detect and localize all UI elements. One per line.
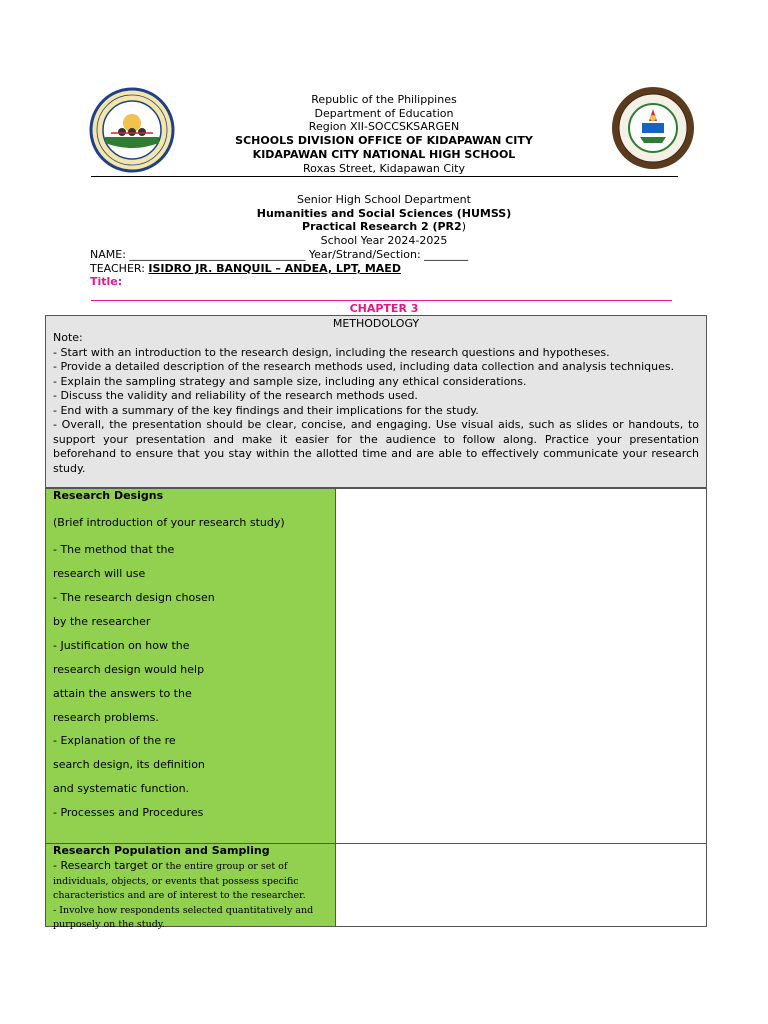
- header-divider: [91, 176, 678, 177]
- research-designs-row: [45, 488, 707, 844]
- header-republic: Republic of the Philippines: [311, 93, 457, 106]
- header-address: Roxas Street, Kidapawan City: [303, 161, 465, 175]
- research-designs-title: Research Designs: [53, 489, 164, 502]
- school-header: [0, 93, 768, 175]
- prompt-line: research problems.: [53, 711, 159, 724]
- methodology-heading: METHODOLOGY: [332, 317, 420, 330]
- subject-name: Practical Research 2 (PR2: [302, 220, 462, 234]
- school-year-line: School Year 2024-2025: [320, 234, 448, 248]
- prompt-line: - The research design chosen: [53, 591, 215, 604]
- prompt-line: - The method that the: [53, 543, 175, 556]
- subject-tail: ): [461, 220, 466, 234]
- teacher-line: [90, 262, 401, 276]
- header-deped: Department of Education: [314, 106, 454, 120]
- research-designs-prompt-cell: [46, 489, 336, 843]
- prompt-line: - Explanation of the re: [53, 734, 176, 747]
- note-label: Note:: [53, 331, 83, 344]
- note-item: - End with a summary of the key findings and their implications for the study.: [53, 403, 479, 417]
- prompt-line: - Justification on how the: [53, 639, 190, 652]
- population-answer-cell[interactable]: [336, 844, 706, 926]
- note-item: - Provide a detailed description of the research methods used, including data collection and analysis techniques.: [53, 360, 675, 373]
- strand-line: Humanities and Social Sciences (HUMSS): [256, 206, 512, 220]
- title-blank-line[interactable]: [91, 300, 672, 301]
- prompt-line: research will use: [53, 567, 146, 580]
- research-designs-answer-cell[interactable]: [336, 489, 706, 843]
- population-prompt-cell: [46, 844, 336, 930]
- prompt-line: by the researcher: [53, 615, 151, 628]
- name-field-line[interactable]: NAME: ________________________________ Year/Strand/Section: ________: [90, 248, 469, 261]
- note-item: - Discuss the validity and reliability of the research methods used.: [53, 389, 418, 402]
- population-description: [53, 859, 331, 932]
- research-target-label: - Research target or: [53, 859, 163, 872]
- prompt-line: research design would help: [53, 663, 205, 676]
- header-school-name: KIDAPAWAN CITY NATIONAL HIGH SCHOOL: [252, 147, 516, 161]
- header-region: Region XII-SOCCSKSARGEN: [308, 120, 460, 134]
- prompt-line: (Brief introduction of your research study): [53, 516, 285, 529]
- prompt-line: attain the answers to the: [53, 687, 192, 700]
- population-title: Research Population and Sampling: [53, 844, 270, 857]
- department-line: Senior High School Department: [297, 193, 471, 206]
- prompt-line: - Processes and Procedures: [53, 806, 204, 819]
- title-label[interactable]: Title:: [90, 275, 123, 288]
- involve-text: - Involve how respondents selected quantitatively and purposely on the study.: [53, 904, 314, 930]
- teacher-name: ISIDRO JR. BANQUIL – ANDEA, LPT, MAED: [148, 262, 401, 275]
- prompt-line: and systematic function.: [53, 782, 190, 795]
- note-overall: - Overall, the presentation should be clear, concise, and engaging. Use visual aids, such as slides or handouts, to support your presentation and make it easier for the audience to follow along. Practice your presentation beforehand to ensure that you stay within the allotted time and are able to effectively communicate your research study.: [53, 418, 699, 475]
- research-population-row: [45, 843, 707, 930]
- teacher-label: TEACHER:: [90, 262, 149, 275]
- header-division: SCHOOLS DIVISION OFFICE OF KIDAPAWAN CITY: [235, 134, 533, 148]
- prompt-line: search design, its definition: [53, 758, 205, 771]
- note-item: - Start with an introduction to the research design, including the research questions and hypotheses.: [53, 345, 610, 359]
- subheader: [0, 193, 768, 248]
- research-target-text: the entire group or set of individuals, objects, or events that possess specific characteristics and are of interest to the researcher.: [53, 861, 306, 901]
- chapter-heading: CHAPTER 3: [349, 302, 419, 315]
- subject-line: [0, 220, 768, 234]
- methodology-note-box: [45, 315, 707, 488]
- note-item: - Explain the sampling strategy and sample size, including any ethical considerations.: [53, 374, 527, 388]
